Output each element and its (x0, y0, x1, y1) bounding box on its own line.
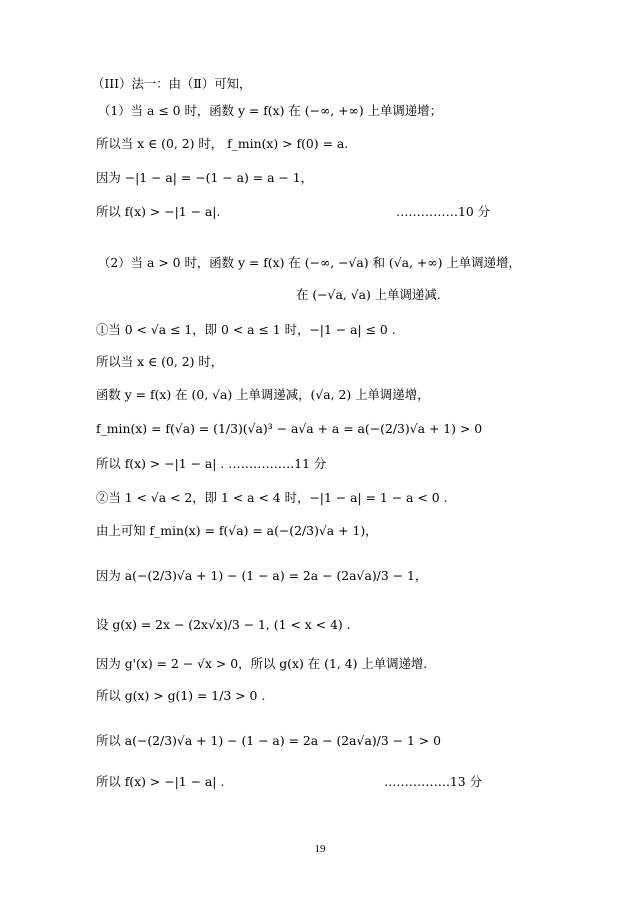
text-line-3: 所以当 x ∈ (0, 2) 时， f_min(x) > f(0) = a. (96, 136, 349, 151)
text-line-14: ②当 1 < √a < 2，即 1 < a < 4 时，−|1 − a| = 1 − a < 0 . (96, 490, 448, 505)
text-line-9: ①当 0 < √a ≤ 1，即 0 < a ≤ 1 时，−|1 − a| ≤ 0 . (96, 322, 396, 337)
text-line-21: 所以 f(x) > −|1 − a| . (96, 774, 225, 789)
text-line-7: （2）当 a > 0 时，函数 y = f(x) 在 (−∞, −√a) 和 (√a, +∞) 上单调递增， (98, 255, 521, 270)
text-line-18: 因为 g'(x) = 2 − √x > 0，所以 g(x) 在 (1, 4) 上单调递增. (96, 656, 428, 671)
text-line-5: 所以 f(x) > −|1 − a|. (96, 204, 221, 219)
text-line-8: 在 (−√a, √a) 上单调递减. (296, 287, 441, 302)
text-line-13: 所以 f(x) > −|1 − a| . …………….11 分 (96, 456, 327, 471)
text-line-15: 由上可知 f_min(x) = f(√a) = a(−(2/3)√a + 1)， (96, 523, 378, 538)
text-line-12: f_min(x) = f(√a) = (1/3)(√a)³ − a√a + a = a(−(2/3)√a + 1) > 0 (96, 421, 483, 436)
text-line-17: 设 g(x) = 2x − (2x√x)/3 − 1, (1 < x < 4) . (96, 617, 351, 632)
text-line-16: 因为 a(−(2/3)√a + 1) − (1 − a) = 2a − (2a√a)/3 − 1， (96, 568, 428, 583)
text-line-19: 所以 g(x) > g(1) = 1/3 > 0 . (96, 688, 266, 703)
score-marker-10: ……………10 分 (396, 204, 491, 219)
text-line-11: 函数 y = f(x) 在 (0, √a) 上单调递减，(√a, 2) 上单调递增， (96, 387, 430, 402)
text-line-20: 所以 a(−(2/3)√a + 1) − (1 − a) = 2a − (2a√a)/3 − 1 > 0 (96, 733, 442, 748)
text-line-2: （1）当 a ≤ 0 时，函数 y = f(x) 在 (−∞, +∞) 上单调递增； (98, 103, 442, 118)
text-line-1: （III）法一：由（Ⅱ）可知， (92, 76, 252, 91)
page-number: 19 (314, 843, 326, 855)
score-marker-13: …………….13 分 (384, 774, 482, 789)
text-line-10: 所以当 x ∈ (0, 2) 时， (96, 354, 224, 369)
text-line-4: 因为 −|1 − a| = −(1 − a) = a − 1， (96, 170, 313, 185)
